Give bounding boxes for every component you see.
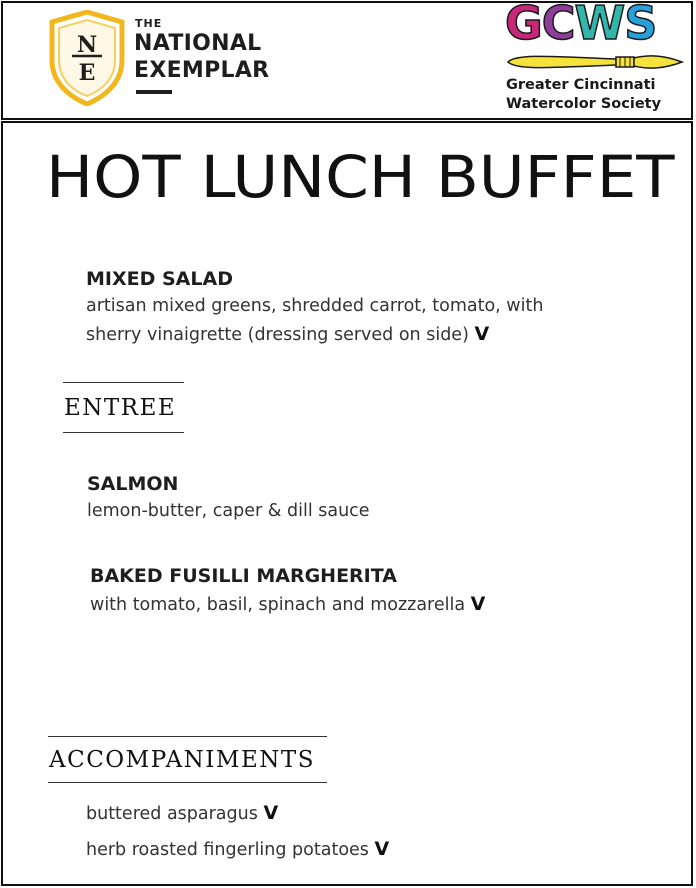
ne-wordmark-exemplar: EXEMPLAR bbox=[134, 58, 270, 83]
menu-title: HOT LUNCH BUFFET bbox=[46, 143, 675, 211]
fusilli-desc-text: with tomato, basil, spinach and mozzarella bbox=[90, 595, 466, 615]
entree-item-name-salmon: SALMON bbox=[87, 473, 179, 495]
ne-monogram-top: N bbox=[76, 32, 98, 58]
ne-the: THE bbox=[135, 17, 163, 30]
gcws-logo-letters bbox=[505, 0, 657, 50]
entree-item-name-fusilli: BAKED FUSILLI MARGHERITA bbox=[90, 565, 397, 587]
ne-wordmark-national: NATIONAL bbox=[134, 31, 262, 56]
vegetarian-mark: V bbox=[263, 802, 279, 824]
gcws-name-line1: Greater Cincinnati bbox=[506, 77, 656, 93]
salad-desc-line2 bbox=[86, 325, 489, 345]
vegetarian-mark: V bbox=[470, 593, 486, 615]
ne-underline bbox=[136, 90, 172, 94]
accompaniment-item bbox=[86, 804, 278, 824]
entree-item-desc-fusilli bbox=[90, 595, 485, 615]
national-exemplar-shield-icon bbox=[48, 10, 126, 106]
vegetarian-mark: V bbox=[374, 838, 390, 860]
accompaniments-heading bbox=[48, 736, 327, 783]
paintbrush-icon bbox=[506, 50, 686, 74]
entree-heading-text: ENTREE bbox=[64, 395, 177, 421]
gcws-letter-s: S bbox=[624, 0, 657, 50]
accompaniment-item bbox=[86, 840, 389, 860]
salad-name: MIXED SALAD bbox=[86, 268, 233, 290]
salad-desc-text: sherry vinaigrette (dressing served on side) bbox=[86, 325, 469, 345]
gcws-name-line2: Watercolor Society bbox=[506, 96, 662, 112]
entree-item-desc-salmon: lemon-butter, caper & dill sauce bbox=[87, 501, 370, 521]
vegetarian-mark: V bbox=[474, 323, 490, 345]
accompaniments-heading-text: ACCOMPANIMENTS bbox=[49, 747, 315, 773]
accompaniment-asparagus: buttered asparagus bbox=[86, 804, 258, 824]
accompaniment-potatoes: herb roasted fingerling potatoes bbox=[86, 840, 369, 860]
gcws-letter-c: C bbox=[541, 0, 575, 50]
entree-heading bbox=[63, 382, 184, 433]
gcws-letter-g: G bbox=[505, 0, 542, 50]
gcws-letter-w: W bbox=[574, 0, 625, 50]
salad-desc-line1: artisan mixed greens, shredded carrot, tomato, with bbox=[86, 296, 544, 316]
ne-monogram-bottom: E bbox=[78, 60, 96, 86]
